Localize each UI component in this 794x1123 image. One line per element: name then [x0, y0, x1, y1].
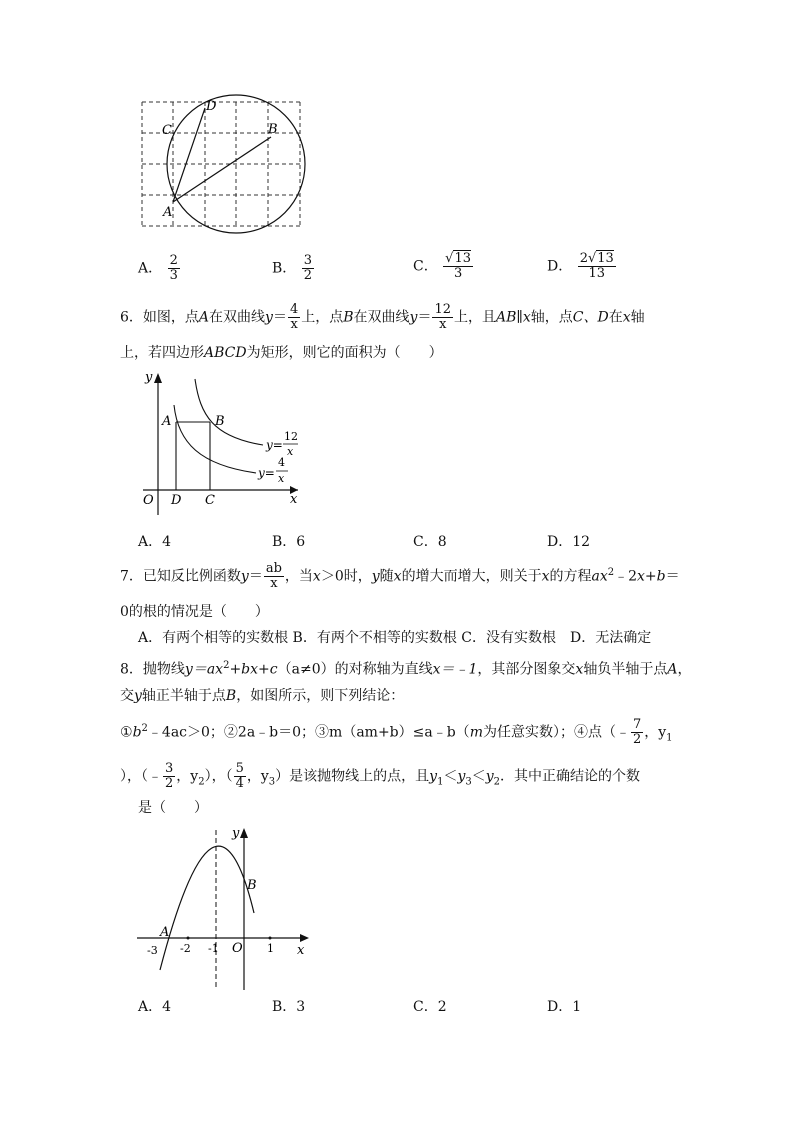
q8-stem-line2: 交y轴正半轴于点B，如图所示，则下列结论：: [120, 688, 405, 704]
q5-segment-ab: [173, 137, 271, 202]
q8-tick-neg3: -3: [147, 944, 158, 957]
q6-option-a[interactable]: A．4: [138, 534, 172, 550]
q8-stem-line5: 是（ ）: [138, 800, 208, 816]
q5-label-b: B: [268, 122, 278, 137]
q8-option-a[interactable]: A．4: [138, 999, 172, 1015]
q8-tick-neg2: -2: [180, 942, 191, 955]
q6-curve1-num: 12: [284, 430, 298, 443]
q8-option-c[interactable]: C．2: [413, 999, 447, 1015]
q5-option-c[interactable]: C． $\frac{√13}{3}$: [413, 251, 472, 281]
q7-options[interactable]: A．有两个相等的实数根 B．有两个不相等的实数根 C．没有实数根 D．无法确定: [138, 630, 652, 646]
q8-label-b: B: [247, 878, 257, 893]
q5-option-a[interactable]: A． $\frac{2}{3}$: [138, 253, 178, 283]
q5-option-b[interactable]: B． $\frac{3}{2}$: [272, 253, 313, 283]
q6-label-b: B: [215, 414, 225, 429]
q6-origin-label: O: [143, 493, 154, 508]
q8-parabola-figure: [132, 825, 317, 990]
q6-label-a: A: [162, 414, 172, 429]
q8-origin-label: O: [232, 941, 243, 956]
q7-stem-line1: 7．已知反比例函数y＝ $\frac{ab}{x}$ ，当x＞0时，y随x的增大而增大，则关于x的方程$ax^2﹣2x+b=$: [120, 561, 680, 591]
q8-stem-line1: 8．抛物线$y=ax^2+bx+c(a\ne 0)$的对称轴为直线x＝﹣1，其部分图象交x轴负半轴于点A，: [120, 660, 692, 678]
q6-stem-line1: 6．如图，点A在双曲线y＝ $\frac{4}{x}$ 上，点B在双曲线y＝ $\frac{12}{x}$ 上，且AB∥x轴，点C、D在x轴: [120, 302, 645, 332]
q8-tick-1: 1: [267, 942, 274, 955]
q5-label-d: D: [206, 99, 217, 114]
q5-circle-figure: [130, 92, 310, 237]
q8-option-b[interactable]: B．3: [272, 999, 306, 1015]
q5-segment-ad: [173, 108, 205, 202]
q6-curve2-num: 4: [278, 456, 285, 469]
q6-option-c[interactable]: C．8: [413, 534, 447, 550]
q6-label-c: C: [205, 493, 215, 508]
q5-label-a: A: [163, 205, 173, 220]
q6-curve1-y: y=: [266, 438, 283, 452]
q6-curve2-y: y=: [258, 466, 275, 480]
q6-x-axis-label: x: [290, 492, 298, 507]
q6-curve1-den: x: [287, 445, 294, 458]
q5-option-d[interactable]: D． $\frac{2√13}{13}$: [547, 251, 614, 281]
q8-x-axis-label: x: [297, 943, 305, 958]
q6-y-axis-label: y: [145, 370, 153, 385]
q6-option-b[interactable]: B．6: [272, 534, 306, 550]
q6-hyperbola-figure: [138, 365, 318, 525]
q6-label-d: D: [171, 493, 182, 508]
q8-points-line: ），（﹣ $\frac{3}{2}$ ，$y_2$），（ $\frac{5}{4}$ ，$y_3$）是该抛物线上的点，且$y_1<y_3<y_2$．其中正确结论的个数: [120, 761, 641, 791]
q8-option-d[interactable]: D．1: [547, 999, 582, 1015]
q6-curve-12x: [195, 379, 263, 445]
q8-label-a: A: [160, 925, 170, 940]
q6-stem-line2: 上，若四边形ABCD为矩形，则它的面积为（ ）: [120, 345, 443, 361]
q7-stem-line2: 0的根的情况是（ ）: [120, 604, 269, 620]
q8-tick-neg1: -1: [208, 942, 219, 955]
q6-option-d[interactable]: D．12: [547, 534, 591, 550]
q6-curve2-den: x: [278, 472, 285, 485]
q5-label-c: C: [162, 123, 172, 138]
q8-y-axis-label: y: [232, 826, 240, 841]
q8-conclusions-line: $①b^2﹣4ac>0$；②2a﹣b＝0；③m（am+b）≤a﹣b（m为任意实数）；④点（﹣ $\frac{7}{2}$ ，$y_1$: [120, 717, 673, 747]
